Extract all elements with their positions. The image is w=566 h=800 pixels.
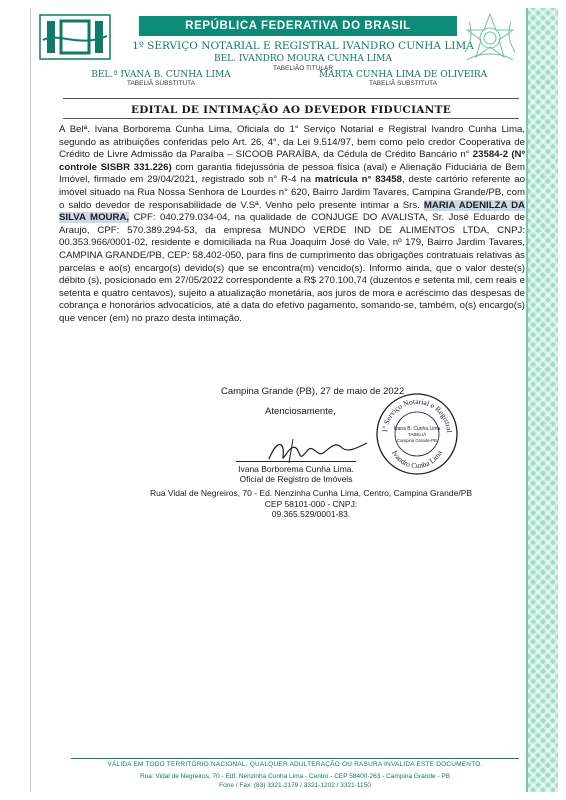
notary-stamp-icon (375, 392, 459, 476)
header-divider (63, 98, 519, 99)
footer-validity: VÁLIDA EM TODO TERRITÓRIO NACIONAL. QUALQUER ADULTERAÇÃO OU RASURA INVALIDA ESTE DOCUMENTO. (107, 761, 483, 768)
closing: Atenciosamente, (265, 406, 336, 417)
footer-address (71, 773, 519, 790)
signer-role: Oficial de Registro de Imóveis (239, 474, 353, 484)
svg-text:Ivandro Cunha Lima (390, 448, 444, 470)
stamp-name: Ivana B. Cunha Lima (393, 426, 441, 432)
substitute-left-name: BEL.ª IVANA B. CUNHA LIMA (91, 70, 231, 80)
substitute-right-name: MARTA CUNHA LIMA DE OLIVEIRA (318, 70, 488, 80)
substitute-right-caption: TABELIÃ SUBSTITUTA (368, 80, 438, 87)
stamp-city: Campina Grande-PB (397, 438, 437, 443)
debtor-name: MARIA ADENILZA DA SILVA MOURA, (59, 199, 525, 224)
credit-note-number: 23584-2 (Nº controle SISBR 331.226) (59, 149, 525, 173)
security-border (526, 8, 558, 792)
document-title: EDITAL DE INTIMAÇÃO AO DEVEDOR FIDUCIANTE (130, 104, 452, 116)
address-line-3: 09.365.529/0001-83. (271, 509, 351, 519)
substitute-left (81, 70, 241, 87)
office-name: 1º SERVIÇO NOTARIAL E REGISTRAL IVANDRO CUNHA LIMA (132, 40, 474, 52)
republic-banner: REPÚBLICA FEDERATIVA DO BRASIL (139, 16, 457, 36)
signature-line (236, 461, 356, 462)
titular-caption: TABELIÃO TITULAR (272, 65, 334, 72)
titular-name: BEL. IVANDRO MOURA CUNHA LIMA (213, 54, 393, 64)
stamp-role: TABELIÃ (407, 432, 427, 437)
document-page (30, 8, 526, 792)
address-line-1: Rua Vidal de Negreiros, 70 - Ed. Nenzinha Cunha Lima, Centro, Campina Grande/PB (149, 488, 473, 498)
coat-of-arms-icon (461, 12, 519, 68)
body-p1: A Belª. Ivana Borborema Cunha Lima, Oficiala do 1° Serviço Notarial e Registral Ivandro Cunha Lima, segundo as atribuições conferidas pelo Art. 26, 4°, da Lei 9.514/97, bem como pelo credor Cooperativa de Crédito de Livre Admissão da Paraíba – SICOOB PARAÍBA, da Cédula de Crédito Bancário n° (59, 124, 525, 161)
office-address (91, 488, 531, 520)
body-p4: CPF: 040.279.034-04, na qualidade de CONJUGE DO AVALISTA, Sr. José Eduardo de Araujo, CPF: 570.389.294-53, da empresa MUNDO VERDE IND DE ALIMENTOS LTDA, CNPJ: 00.353.966/0001-02, residente e domiciliada na Rua Joaquim José do Vale, nº 179, Bairro Jardim Tavares, CAMPINA GRANDE/PB, CEP: 58.402-050, para fins de cumprimento das obrigações contratuais relativas às parcelas e ao(s) encargo(s) devido(s) que se encontra(m) vencido(s). Informo ainda, que o valor deste(s) débito (s), posicionado em 27/05/2022 correspondente a R$ 270.100,74 (duzentos e setenta mil, cem reais e setenta e quatro centavos), sujeito a atualização monetária, aos juros de mora e acréscimo das despesas de cobrança e honorários advocatícios, até a data do efetivo pagamento, somando-se, também, o(s) encargo(s) que vencer (em) no prazo desta intimação. (59, 212, 525, 324)
footer-divider (71, 758, 519, 759)
notary-logo-icon (39, 14, 111, 60)
body-p2: com garantia fidejussória de pessoa física (aval) e Alienação Fiduciária de Bem Imóvel, firmado em 29/04/2021, registrado sob n° R-4 na (59, 161, 525, 186)
registration-number: matrícula n° 83458 (314, 174, 402, 186)
intimation-body (59, 124, 525, 326)
substitute-right (303, 70, 503, 87)
footer-phones: Fone / Fax: (83) 3321-2179 / 3321-1202 / 3321-1150 (219, 781, 371, 789)
footer-street: Rua: Vidal de Negreiros, 70 - Edf. Nenzinha Cunha Lima - Centro - CEP 58400-263 - Campina Grande - PB (139, 773, 451, 780)
stamp-top-text: 1º Serviço Notarial e Registral (380, 396, 454, 434)
substitute-left-caption: TABELIÃ SUBSTITUTA (126, 80, 196, 87)
body-p3: , deste cartório referente ao imóvel situado na Rua Nossa Senhora de Lourdes n° 620, Bairro Jardim Tavares, Campina Grande/PB, com o saldo devedor de responsabilidade de V.Sª. Venho pelo presente intimar a Srs. (59, 174, 525, 211)
date-line: Campina Grande (PB), 27 de maio de 2022 (221, 386, 405, 397)
title-divider (63, 118, 519, 119)
address-line-2: CEP 58101-000 - CNPJ: (264, 498, 358, 509)
stamp-bottom-text: Ivandro Cunha Lima (390, 448, 444, 471)
signer-name: Ivana Borborema Cunha Lima. (238, 464, 354, 474)
